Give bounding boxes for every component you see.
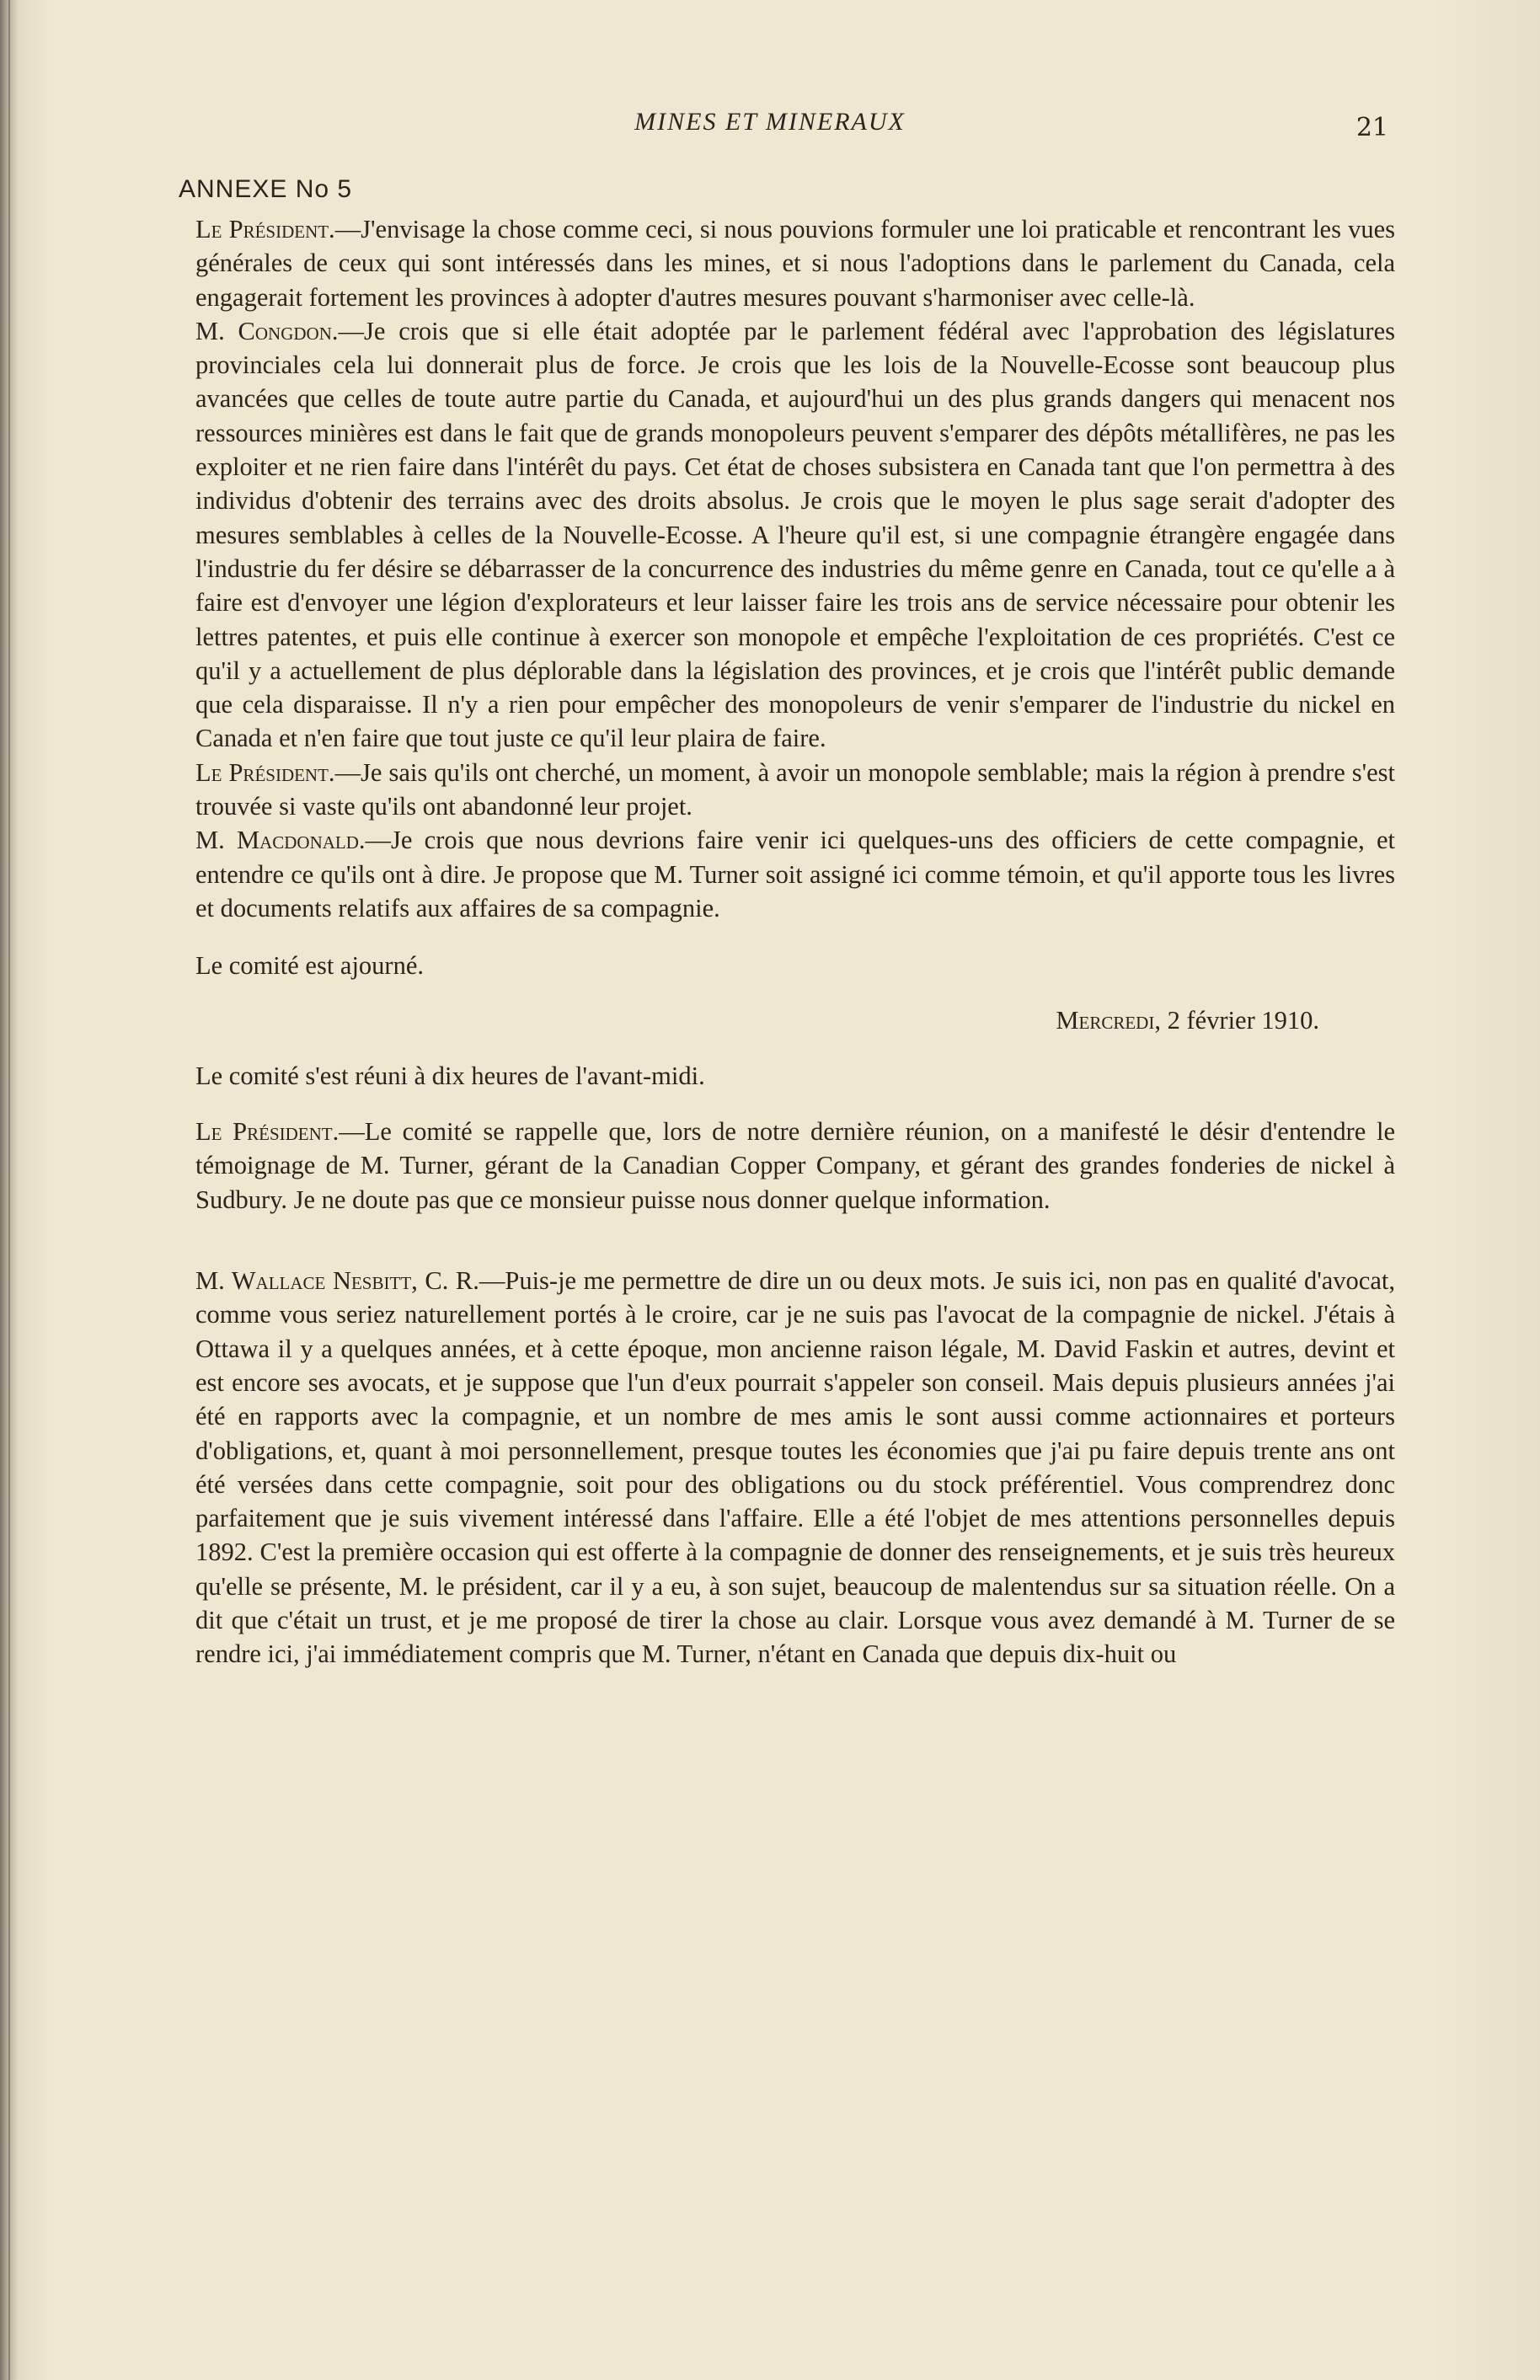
paragraph bbox=[195, 1264, 1395, 1671]
speaker-name: Le Président. bbox=[195, 215, 335, 243]
paragraph-text: —Je crois que nous devrions faire venir ici quelques-uns des officiers de cette compagnie, et entendre ce qu'ils ont à dire. Je propose que M. Turner soit assigné ici comme témoin, et qu'il apporte tous les livres et documents relatifs aux affaires de sa compagnie. bbox=[195, 826, 1395, 923]
paragraph bbox=[195, 1115, 1395, 1217]
date-day: Mercredi bbox=[1056, 1005, 1155, 1035]
meeting-date bbox=[195, 1003, 1395, 1037]
date-rest: , 2 février 1910. bbox=[1154, 1005, 1319, 1035]
running-title: MINES ET MINERAUX bbox=[634, 108, 906, 136]
paragraph bbox=[195, 212, 1395, 314]
speaker-name: M. Congdon. bbox=[195, 316, 339, 345]
speaker-name: Le Président. bbox=[195, 1117, 340, 1147]
meeting-opened-line: Le comité s'est réuni à dix heures de l'avant-midi. bbox=[195, 1061, 705, 1090]
paragraph-text: —Je sais qu'ils ont cherché, un moment, à avoir un monopole semblable; mais la région à prendre s'est trouvée si vaste qu'ils ont abandonné leur projet. bbox=[195, 757, 1395, 821]
annex-label: ANNEXE No 5 bbox=[179, 175, 353, 203]
paragraph bbox=[195, 756, 1395, 824]
adjourned-line: Le comité est ajourné. bbox=[195, 951, 425, 981]
paragraph bbox=[195, 314, 1395, 756]
body-text bbox=[195, 212, 1395, 1671]
speaker-name: M. Macdonald. bbox=[195, 826, 366, 855]
paragraph bbox=[195, 823, 1395, 925]
paragraph-text: —Puis-je me permettre de dire un ou deux mots. Je suis ici, non pas en qualité d'avocat, comme vous seriez naturellement portés à le croire, car je ne suis pas l'avocat de la compagnie de nickel. J'étais à Ottawa il y a quelques années, et à cette époque, mon ancienne raison légale, M. David Faskin et autres, devint et est encore ses avocats, et je suppose que l'un d'eux pourrait s'appeler son conseil. Mais depuis plusieurs années j'ai été en rapports avec la compagnie, et un nombre de mes amis le sont aussi comme actionnaires et porteurs d'obligations, et, quant à moi personnellement, presque toutes les économies que j'ai pu faire depuis trente ans ont été versées dans cette compagnie, soit pour des obligations ou du stock préférentiel. Vous comprendrez donc parfaitement que je suis vivement intéressé dans l'affaire. Elle a été l'objet de mes attentions personnelles depuis 1892. C'est la première occasion qui est offerte à la compagnie de donner des renseignements, et je suis très heureux qu'elle se présente, M. le président, car il y a eu, à son sujet, beaucoup de malentendus sur sa situation réelle. On a dit que c'était un trust, et je me proposé de tirer la chose au clair. Lorsque vous avez demandé à M. Turner de se rendre ici, j'ai immédiatement compris que M. Turner, n'étant en Canada que depuis dix-huit ou bbox=[195, 1266, 1395, 1669]
paragraph-text: —J'envisage la chose comme ceci, si nous pouvions formuler une loi praticable et rencontrant les vues générales de ceux qui sont intéressés dans les mines, et si nous l'adoptions dans le parlement du Canada, cela engagerait fortement les provinces à adopter d'autres mesures pouvant s'harmoniser avec celle-là. bbox=[195, 215, 1395, 312]
paragraph-text: —Le comité se rappelle que, lors de notre dernière réunion, on a manifesté le désir d'entendre le témoignage de M. Turner, gérant de la Canadian Copper Company, et gérant des grandes fonderies de nickel à Sudbury. Je ne doute pas que ce monsieur puisse nous donner quelque information. bbox=[195, 1117, 1395, 1214]
speaker-name: Le Président. bbox=[195, 757, 335, 787]
speaker-name: M. Wallace Nesbitt, C. R. bbox=[195, 1266, 479, 1296]
paragraph-text: —Je crois que si elle était adoptée par le parlement fédéral avec l'approbation des législatures provinciales cela lui donnerait plus de force. Je crois que les lois de la Nouvelle-Ecosse sont beaucoup plus avancées que celles de toute autre partie du Canada, et aujourd'hui un des plus grands dangers qui menacent nos ressources minières est dans le fait que de grands monopoleurs peuvent s'emparer des dépôts métallifères, ne pas les exploiter et ne rien faire dans l'intérêt du pays. Cet état de choses subsistera en Canada tant que l'on permettra à des individus d'obtenir des terrains avec des droits absolus. Je crois que le moyen le plus sage serait d'adopter des mesures semblables à celles de la Nouvelle-Ecosse. A l'heure qu'il est, si une compagnie étrangère engagée dans l'industrie du fer désire se débarrasser de la concurrence des industries du même genre en Canada, tout ce qu'elle a à faire est d'envoyer une légion d'explorateurs et leur laisser faire les trois ans de service nécessaire pour obtenir les lettres patentes, et puis elle continue à exercer son monopole et empêche l'exploitation de ces propriétés. C'est ce qu'il y a actuellement de plus déplorable dans la législation des provinces, et je crois que l'intérêt public demande que cela disparaisse. Il n'y a rien pour empêcher des monopoleurs de venir s'emparer de l'industrie du nickel en Canada et n'en faire que tout juste ce qu'il leur plaira de faire. bbox=[195, 316, 1395, 753]
binding-gutter bbox=[8, 0, 10, 2380]
page-number: 21 bbox=[1356, 113, 1388, 142]
